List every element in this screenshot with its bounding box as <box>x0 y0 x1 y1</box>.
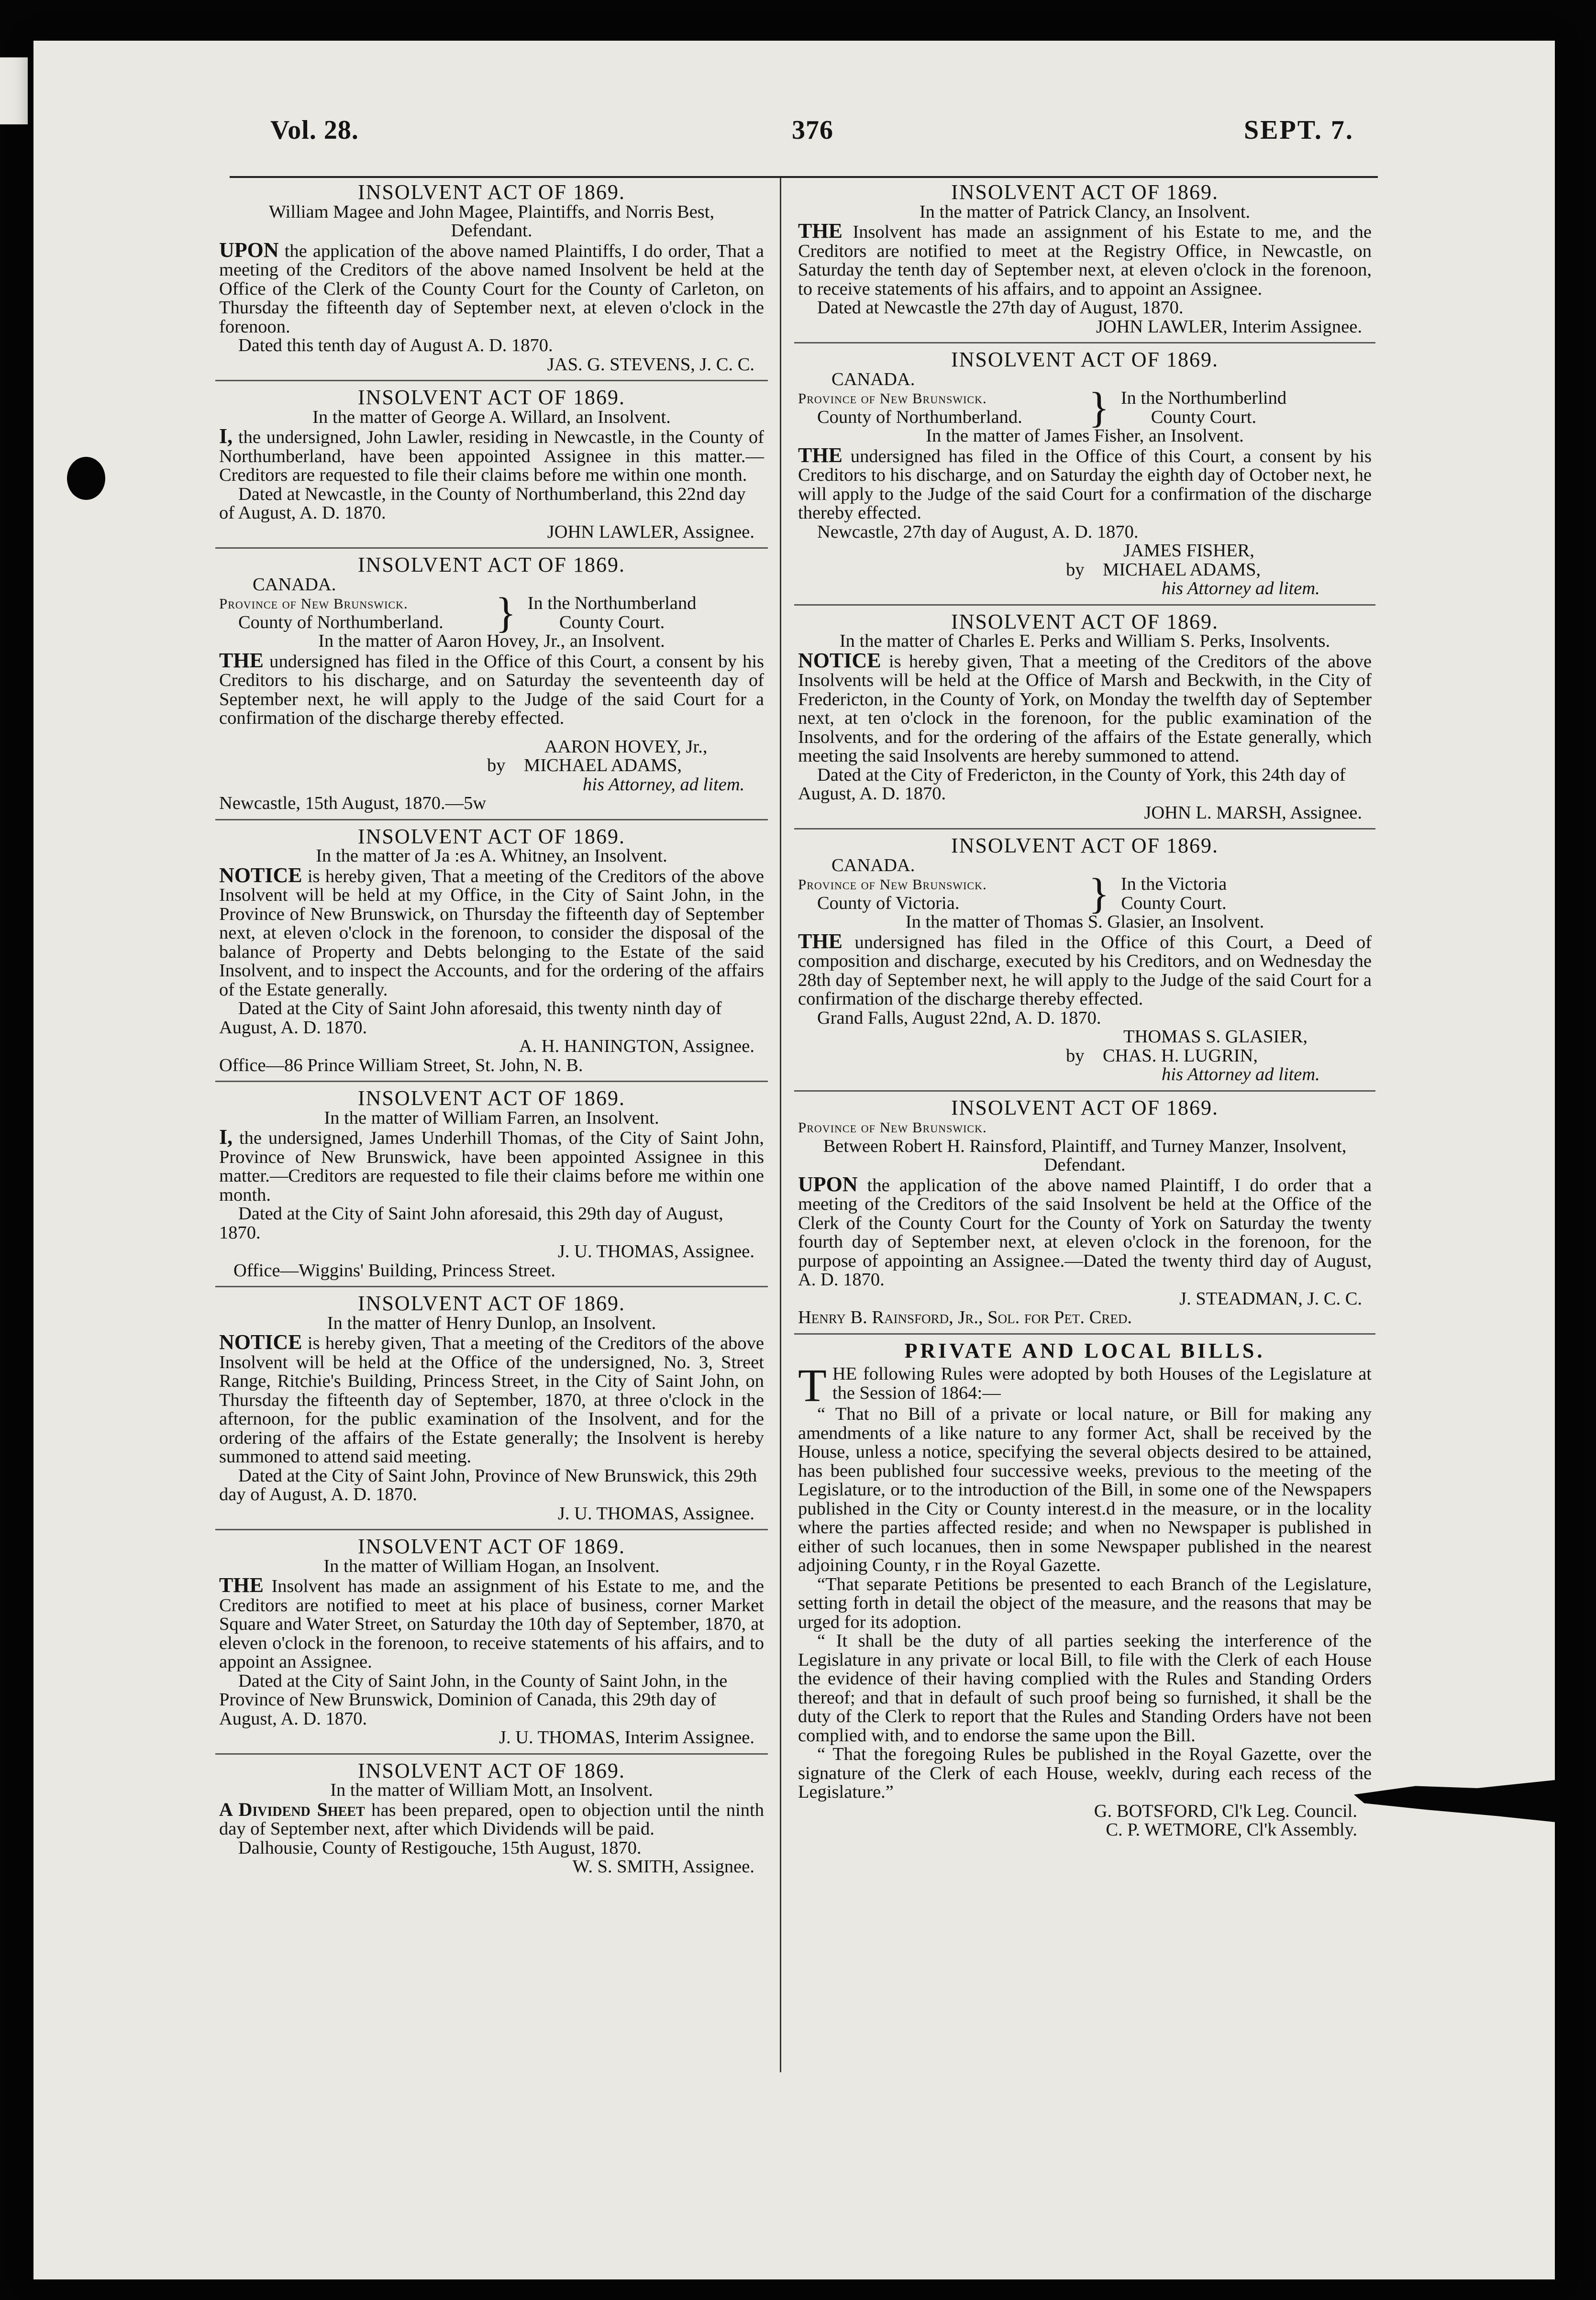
court-type: County Court. <box>1121 893 1227 913</box>
brace-icon: } <box>495 589 516 637</box>
insolvent-signature: JAMES FISHER, <box>1123 541 1254 561</box>
notice-matter: In the matter of Charles E. Perks and William S. Perks, Insolvents. <box>839 631 1330 651</box>
page-edge-tab <box>0 57 28 124</box>
notice-title: INSOLVENT ACT OF 1869. <box>951 348 1219 371</box>
notice-matter: In the matter of Patrick Clancy, an Insolvent. <box>919 201 1251 222</box>
notice-title: INSOLVENT ACT OF 1869. <box>951 609 1219 633</box>
notice-title: INSOLVENT ACT OF 1869. <box>357 553 626 576</box>
notice-body: UPON the application of the above named Plaintiffs, I do order, That a meeting of the Creditors of the above named Insolvent be held at the Office of the Clerk of the County Court for the County of Carleton, on Thursday the fifteenth day of September next, at eleven o'clock in the forenoon. <box>219 238 764 337</box>
attorney-role: his Attorney, ad litem. <box>583 774 745 795</box>
notice-matter: In the matter of William Farren, an Insolvent. <box>324 1107 659 1128</box>
notice-signature: J. U. THOMAS, Interim Assignee. <box>499 1727 754 1747</box>
court-name: In the Northumberland <box>527 593 697 613</box>
court-name: In the Northumberlind <box>1120 388 1287 408</box>
notice-hogan <box>215 1537 768 1755</box>
notice-matter: In the matter of Aaron Hovey, Jr., an Insolvent. <box>318 631 665 651</box>
section-title: PRIVATE AND LOCAL BILLS. <box>904 1338 1265 1362</box>
court-type: County Court. <box>1151 407 1257 427</box>
court-block <box>798 870 1372 918</box>
rule-4: “ That the foregoing Rules be published in the Royal Gazette, over the signature of the Clerk of each House, weeklv, during each recess of the Legislature.” <box>798 1744 1372 1802</box>
notice-farren <box>215 1086 768 1287</box>
volume-number: Vol. 28. <box>270 115 359 145</box>
council-clerk-signature: G. BOTSFORD, Cl'k Leg. Council. <box>1094 1801 1357 1821</box>
notice-signature: J. U. THOMAS, Assignee. <box>557 1241 754 1261</box>
court-block <box>219 589 764 637</box>
right-column <box>794 182 1375 1852</box>
notice-body: THE Insolvent has made an assignment of his Estate to me, and the Creditors are notified to meet at the Registry Office, in Newcastle, on Saturday the tenth day of September next, at eleven o'clock in the forenoon, to receive statements of his affairs, and to appoint an Assignee. <box>798 219 1372 299</box>
notice-mott <box>215 1758 768 1882</box>
notice-title: INSOLVENT ACT OF 1869. <box>951 834 1219 857</box>
page-number: 376 <box>792 115 833 145</box>
notice-signature: JOHN LAWLER, Assignee. <box>547 521 754 542</box>
province-label: Province of New Brunswick. <box>798 1119 987 1136</box>
notice-rainsford <box>794 1095 1375 1335</box>
notice-body: THE undersigned has filed in the Office of this Court, a consent by his Creditors to his discharge, and on Saturday the eighth day of October next, he will apply to the Judge of the said Court for a confirmation of the discharge thereby effected. <box>798 443 1372 523</box>
notice-matter: Between Robert H. Rainsford, Plaintiff, and Turney Manzer, Insolvent, Defendant. <box>823 1136 1347 1175</box>
notice-matter: William Magee and John Magee, Plaintiffs, and Norris Best, Defendant. <box>268 201 715 241</box>
signature-block <box>219 738 764 795</box>
bills-intro: THE following Rules were adopted by both Houses of the Legislature at the Session of 1864:— <box>798 1360 1372 1412</box>
rule-2: “That separate Petitions be presented to each Branch of the Legislature, setting forth in detail the object of the measure, and the reasons that may be urged for its adoption. <box>798 1574 1372 1632</box>
notice-willard <box>215 388 768 549</box>
attorney-role: his Attorney ad litem. <box>1162 1064 1320 1084</box>
notice-signature: W. S. SMITH, Assignee. <box>572 1857 754 1877</box>
notice-title: INSOLVENT ACT OF 1869. <box>357 1086 626 1110</box>
attorney-signature: MICHAEL ADAMS, <box>1103 559 1261 580</box>
header-rule <box>230 176 1378 178</box>
notice-fisher <box>794 350 1375 606</box>
notice-title: INSOLVENT ACT OF 1869. <box>357 824 626 848</box>
notice-body: UPON the application of the above named Plaintiff, I do order that a meeting of the Creditors of the said Insolvent be held at the Office of the Clerk of the County Court for the County of York on Saturday the twenty fourth day of September next, at eleven o'clock in the forenoon, for the purpose of appointing an Assignee.—Dated the twenty third day of August, A. D. 1870. <box>798 1172 1372 1290</box>
notice-signature: JAS. G. STEVENS, J. C. C. <box>547 354 754 375</box>
county-label: County of Northumberland. <box>238 612 443 632</box>
notice-dated: Dated at the City of Saint John aforesaid, this 29th day of August, 1870. <box>219 1204 723 1243</box>
notice-dated: Dated at the City of Saint John, in the County of Saint John, in the Province of New Brunswick, Dominion of Canada, this 29th day of August, A. D. 1870. <box>219 1670 728 1729</box>
notice-signature: A. H. HANINGTON, Assignee. <box>519 1036 754 1056</box>
insolvent-signature: THOMAS S. GLASIER, <box>1123 1027 1308 1047</box>
notice-signature: JOHN L. MARSH, Assignee. <box>1144 802 1362 823</box>
notice-dated: Dated at the City of Saint John, Province of New Brunswick, this 29th day of August, A. D. 1870. <box>219 1465 757 1504</box>
notice-clancy <box>794 180 1375 343</box>
province-label: Province of New Brunswick. <box>798 390 987 407</box>
notice-signature: J. STEADMAN, J. C. C. <box>1179 1288 1362 1309</box>
brace-icon: } <box>1088 384 1109 431</box>
country-label: CANADA. <box>831 855 915 875</box>
notice-lead: UPON <box>219 238 279 262</box>
court-type: County Court. <box>559 612 665 632</box>
notice-title: INSOLVENT ACT OF 1869. <box>357 1758 626 1782</box>
brace-icon: } <box>1088 870 1109 918</box>
issue-date: SEPT. 7. <box>1244 115 1354 145</box>
notice-whitney <box>215 824 768 1083</box>
notice-dated: Dated at the City of Fredericton, in the County of York, this 24th day of August, A. D. 1870. <box>798 764 1346 804</box>
notice-dunlop <box>215 1294 768 1530</box>
notice-title: INSOLVENT ACT OF 1869. <box>951 1095 1219 1119</box>
notice-perks <box>794 609 1375 830</box>
notice-title: INSOLVENT ACT OF 1869. <box>357 386 626 409</box>
signature-block <box>798 1028 1372 1084</box>
county-label: County of Northumberland. <box>817 407 1022 427</box>
private-local-bills <box>794 1338 1375 1846</box>
notice-dated: Dated at Newcastle, in the County of Northumberland, this 22nd day of August, A. D. 1870. <box>219 484 746 523</box>
by-label: by <box>1066 559 1085 580</box>
country-label: CANADA. <box>253 574 336 595</box>
province-label: Province of New Brunswick. <box>798 876 987 893</box>
column-rule <box>780 178 781 2072</box>
solicitor-line: Henry B. Rainsford, Jr., Sol. for Pet. Cred. <box>798 1307 1132 1327</box>
rule-1: “ That no Bill of a private or local nature, or Bill for making any amendments of a like nature to any former Act, shall be received by the House, unless a notice, specifying the several objects desired to be attained, has been published four successive weeks, previous to the meeting of the Legislature, or to the introduction of the Bill, in some one of the Newspapers published in the City or County interest.d in the measure, or in the locality where the parties affected reside; and when no Newspaper is published in either of such locanues, then in some Newspaper published in the nearest adjoining County, r in the Royal Gazette. <box>798 1404 1372 1575</box>
notice-hovey <box>215 555 768 820</box>
insolvent-signature: AARON HOVEY, Jr., <box>544 736 708 757</box>
attorney-signature: MICHAEL ADAMS, <box>524 755 682 775</box>
office-address: Office—86 Prince William Street, St. John, N. B. <box>219 1055 583 1075</box>
notice-matter: In the matter of Thomas S. Glasier, an Insolvent. <box>905 912 1264 932</box>
notice-matter: In the matter of James Fisher, an Insolvent. <box>926 426 1244 446</box>
attorney-signature: CHAS. H. LUGRIN, <box>1103 1045 1258 1066</box>
notice-body: NOTICE is hereby given, That a meeting of the Creditors of the above Insolvents will be held at the Office of Marsh and Beckwith, in the City of Fredericton, in the County of York, on Monday the twelfth day of September next, at ten o'clock in the forenoon, for the public examination of the Insolvents, and for the ordering of the affairs of the Estate generally, which meeting the said Insolvents are hereby summoned to attend. <box>798 648 1372 766</box>
notice-glasier <box>794 836 1375 1092</box>
notice-matter: In the matter of Ja :es A. Whitney, an Insolvent. <box>316 846 667 866</box>
notice-dated: Newcastle, 27th day of August, A. D. 1870. <box>817 521 1139 542</box>
binding-hole <box>67 457 105 500</box>
notice-dated: Dated at Newcastle the 27th day of August, 1870. <box>817 298 1184 318</box>
notice-dated: Grand Falls, August 22nd, A. D. 1870. <box>817 1007 1101 1028</box>
court-name: In the Victoria <box>1120 874 1227 894</box>
county-label: County of Victoria. <box>817 893 960 913</box>
signature-block <box>798 542 1372 598</box>
court-block <box>798 384 1372 431</box>
attorney-role: his Attorney ad litem. <box>1162 578 1320 598</box>
notice-body: I, the undersigned, John Lawler, residing in Newcastle, in the County of Northumberland, have been appointed Assignee in this matter.—Creditors are requested to file their claims before me within one month. <box>219 424 764 485</box>
notice-matter: In the matter of William Mott, an Insolvent. <box>330 1780 653 1800</box>
notice-dated: Dated at the City of Saint John aforesaid, this twenty ninth day of August, A. D. 1870. <box>219 998 722 1038</box>
assembly-clerk-signature: C. P. WETMORE, Cl'k Assembly. <box>1106 1820 1357 1840</box>
country-label: CANADA. <box>831 369 915 389</box>
notice-body: THE undersigned has filed in the Office of this Court, a consent by his Creditors to his discharge, and on Saturday the seventeenth day of September next, he will apply to the Judge of the said Court for a confirmation of the discharge thereby effected. <box>219 648 765 728</box>
notice-body: THE Insolvent has made an assignment of his Estate to me, and the Creditors are notified to meet at his place of business, corner Market Square and Water Street, on Saturday the 10th day of September, 1870, at eleven o'clock in the forenoon, to receive statements of his affairs, and to appoint an Assignee. <box>219 1573 764 1672</box>
notice-dated: Dated this tenth day of August A. D. 1870. <box>238 335 553 355</box>
notice-magee <box>215 180 768 381</box>
by-label: by <box>487 755 506 775</box>
drop-cap: T <box>798 1360 827 1412</box>
notice-body: NOTICE is hereby given, That a meeting of the Creditors of the above Insolvent will be held at the Office of the undersigned, No. 3, Street Range, Ritchie's Building, Princess Street, in the City of Saint John, on Thursday the fifteenth day of September, 1870, at three o'clock in the afternoon, for the public examination of the Insolvent, and for the ordering of the affairs of the Estate generally; the Insolvent is hereby summoned to attend said meeting. <box>219 1330 765 1467</box>
notice-body: A Dividend Sheet has been prepared, open to objection until the ninth day of September next, after which Dividends will be paid. <box>219 1798 764 1839</box>
by-label: by <box>1066 1045 1085 1066</box>
notice-body: NOTICE is hereby given, That a meeting of the Creditors of the above Insolvent will be held at my Office, in the City of Saint John, in the Province of New Brunswick, on Thursday the fifteenth day of September next, at eleven o'clock in the forenoon, to consider the disposal of the balance of Property and Debts belonging to the Estate of the said Insolvent, and to inspect the Accounts, and for the ordering of the affairs of the Estate generally. <box>219 863 765 1000</box>
notice-matter: In the matter of Henry Dunlop, an Insolvent. <box>327 1313 656 1333</box>
notice-title: INSOLVENT ACT OF 1869. <box>357 1292 626 1315</box>
notice-dated: Dalhousie, County of Restigouche, 15th August, 1870. <box>238 1837 642 1858</box>
notice-title: INSOLVENT ACT OF 1869. <box>357 180 626 204</box>
notice-signature: JOHN LAWLER, Interim Assignee. <box>1096 316 1362 337</box>
notice-title: INSOLVENT ACT OF 1869. <box>951 180 1219 204</box>
notice-body: THE undersigned has filed in the Office of this Court, a Deed of composition and discharge, executed by his Creditors, and on Wednesday the 28th day of September next, he will apply to the Judge of the said Court for a confirmation of the discharge thereby effected. <box>798 929 1372 1009</box>
left-column <box>215 182 768 1889</box>
notice-signature: J. U. THOMAS, Assignee. <box>557 1503 754 1524</box>
office-address: Office—Wiggins' Building, Princess Street. <box>233 1260 555 1281</box>
notice-title: INSOLVENT ACT OF 1869. <box>357 1535 626 1558</box>
province-label: Province of New Brunswick. <box>219 595 408 612</box>
rule-3: “ It shall be the duty of all parties seeking the interference of the Legislature in any private or local Bill, to file with the Clerk of each House the evidence of their having complied with the Rules and Standing Orders thereof; and that in default of such proof being so furnished, it shall be the duty of the Clerk to report that the Rules and Standing Orders have not been complied with, and to endorse the same upon the Bill. <box>798 1631 1372 1746</box>
notice-matter: In the matter of William Hogan, an Insolvent. <box>323 1556 660 1576</box>
notice-place: Newcastle, 15th August, 1870.—5w <box>219 793 487 813</box>
notice-matter: In the matter of George A. Willard, an Insolvent. <box>312 407 671 427</box>
notice-body: I, the undersigned, James Underhill Thomas, of the City of Saint John, Province of New Brunswick, have been appointed Assignee in this matter.—Creditors are requested to file their claims before me within one month. <box>219 1125 764 1205</box>
